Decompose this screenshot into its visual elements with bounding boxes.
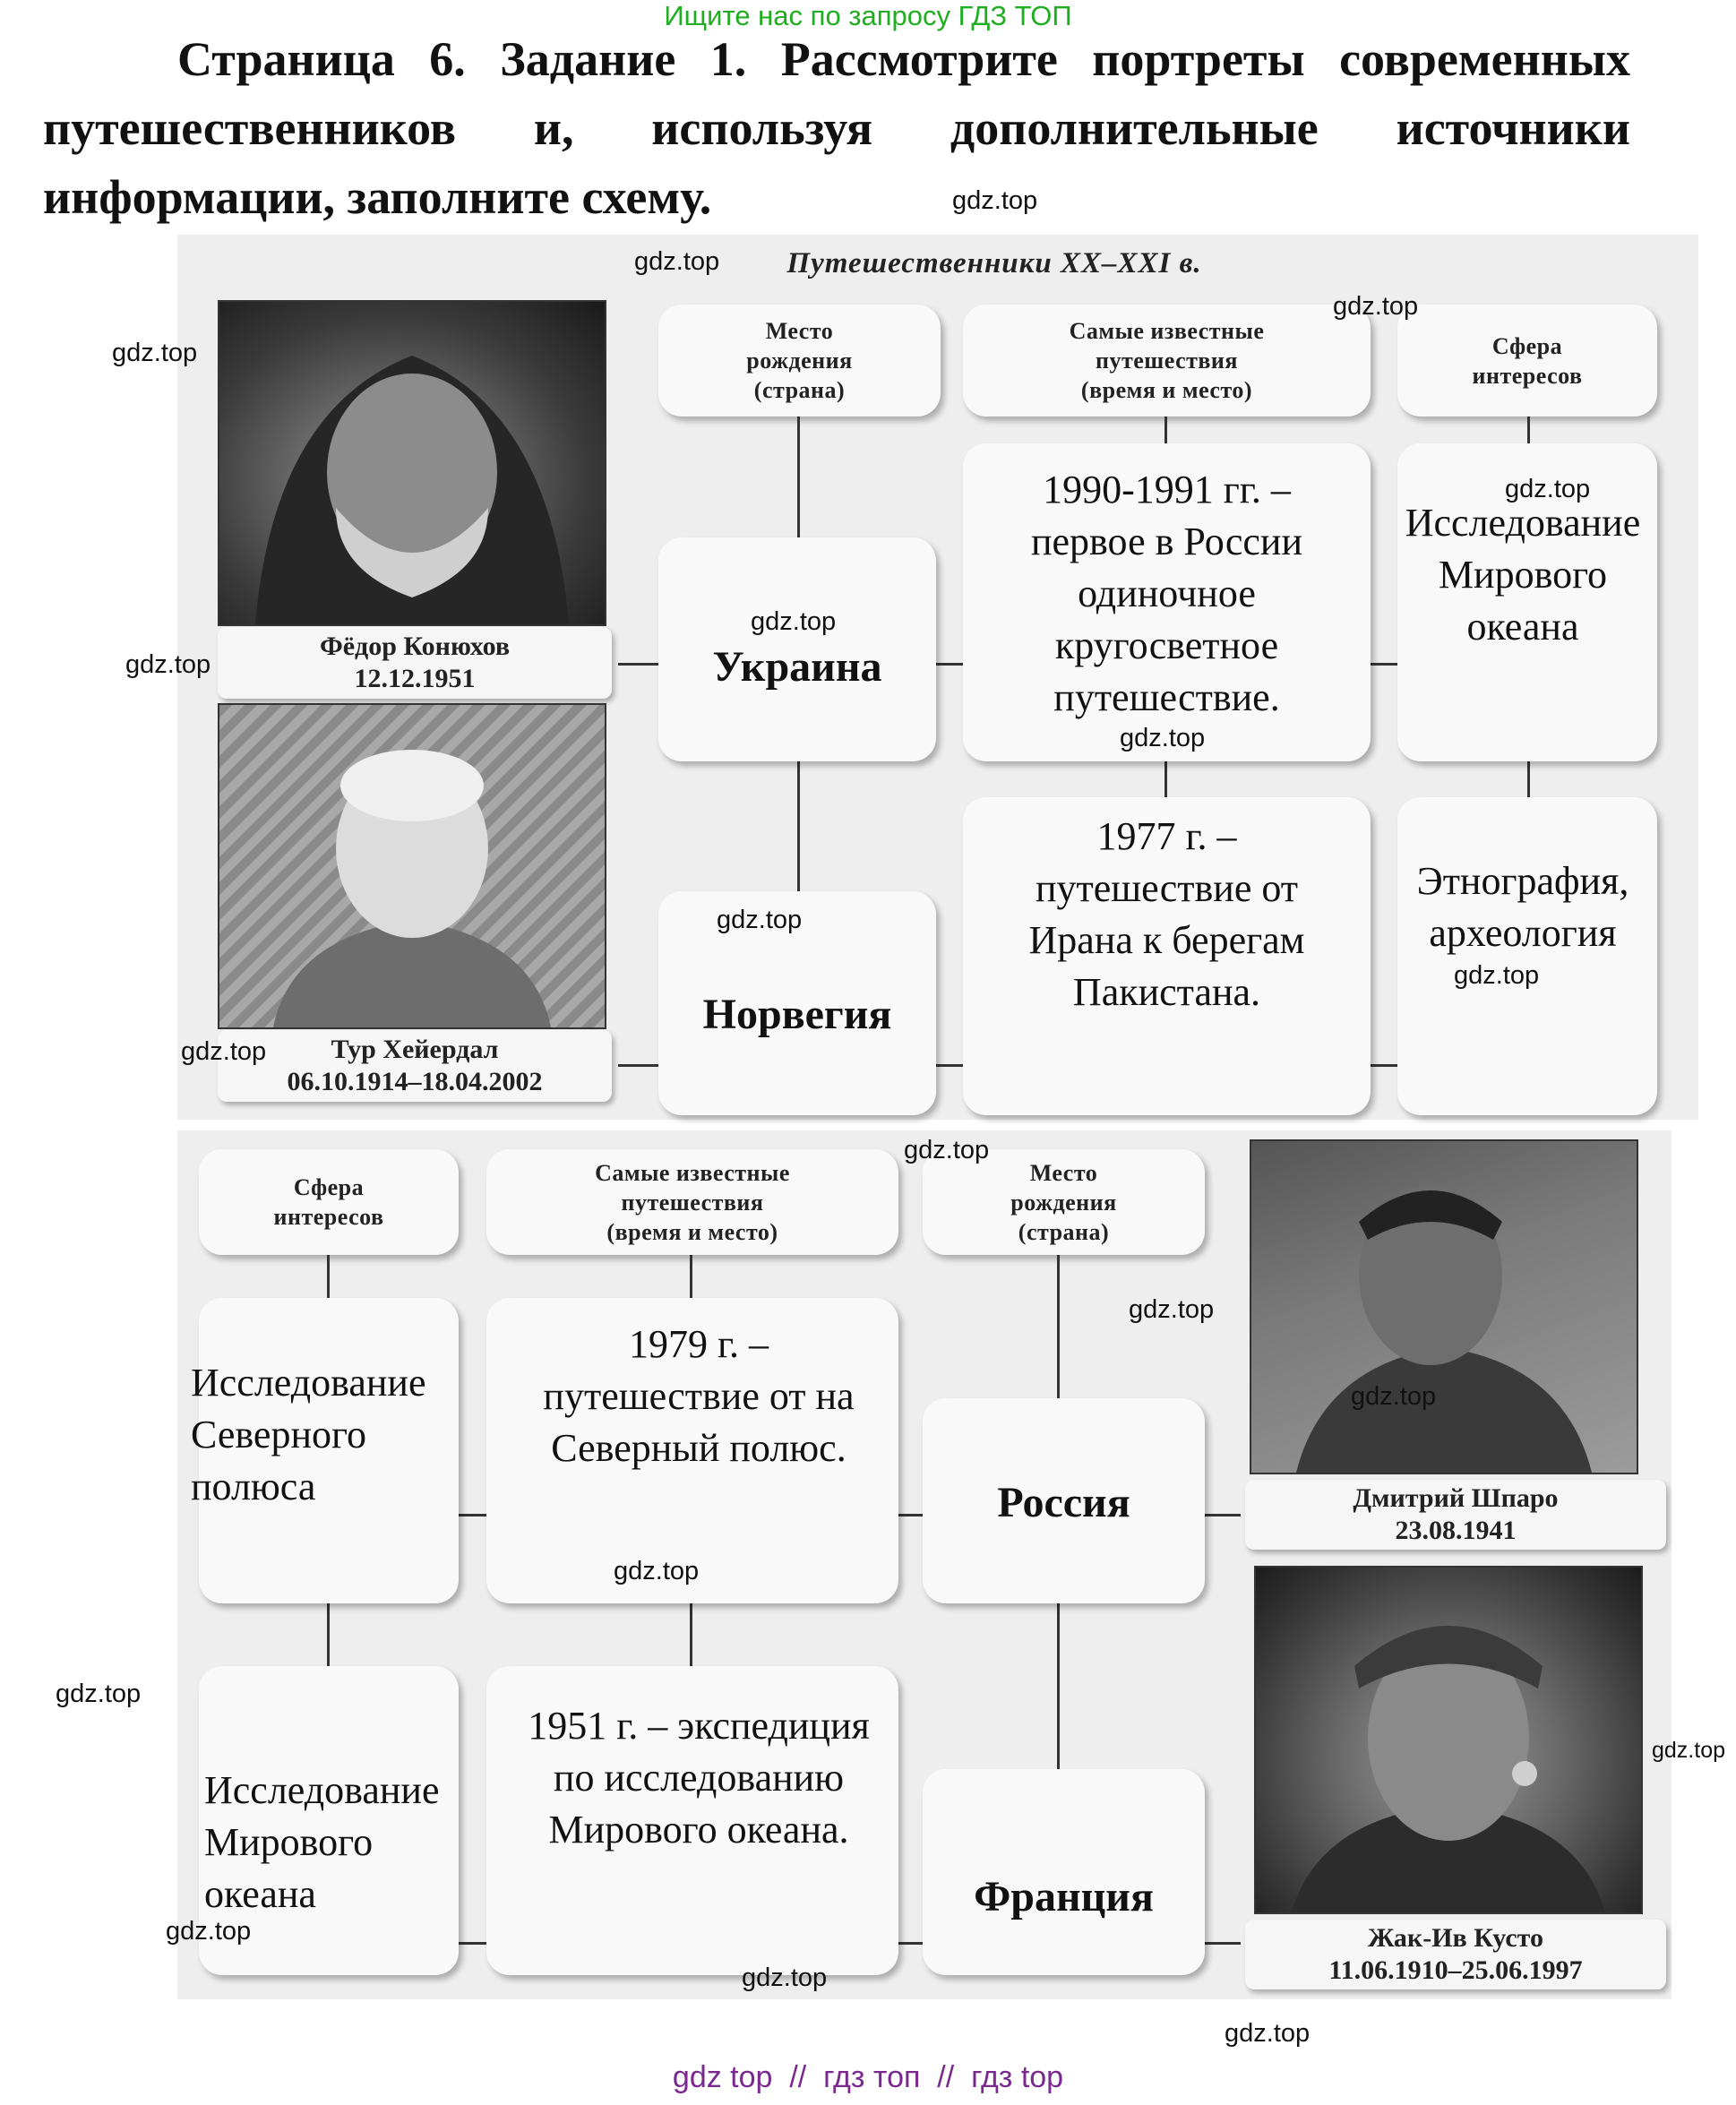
connector <box>1527 761 1530 797</box>
watermark: gdz.top <box>717 906 803 934</box>
watermark: gdz.top <box>904 1136 990 1164</box>
watermark: gdz.top <box>1120 724 1206 752</box>
traveler-dates: 11.06.1910–25.06.1997 <box>1328 1955 1583 1985</box>
trip-answer: 1979 г. – путешествие от на Северный полюс. <box>543 1322 855 1470</box>
portrait-heyerdahl <box>218 703 606 1029</box>
watermark: gdz.top <box>1225 2019 1311 2048</box>
traveler-dates: 12.12.1951 <box>354 664 476 693</box>
watermark: gdz.top <box>112 339 198 367</box>
trip-answer: 1990-1991 гг. – первое в России одиночное кругосветное путешествие. <box>1030 468 1302 719</box>
watermark: gdz.top <box>1129 1295 1215 1324</box>
watermark: gdz.top <box>125 650 211 679</box>
header-birthplace-bottom: Место рождения (страна) <box>923 1149 1205 1255</box>
connector <box>936 1064 963 1067</box>
connector <box>797 761 800 891</box>
watermark: gdz.top <box>614 1557 700 1585</box>
person-silhouette-icon <box>219 705 605 1027</box>
header-interests-top: Сфера интересов <box>1397 305 1657 417</box>
scheme-title: Путешественники XX–XXI в. <box>786 247 1202 279</box>
header-interests-bottom: Сфера интересов <box>199 1149 459 1255</box>
interest-answer: Исследование Мирового океана <box>204 1768 440 1916</box>
caption-heyerdahl <box>218 1030 612 1102</box>
connector <box>618 663 658 666</box>
watermark: gdz.top <box>166 1917 252 1946</box>
country-answer: Украина <box>712 643 882 691</box>
trip-answer: 1951 г. – экспедиция по исследованию Мирового океана. <box>528 1704 870 1852</box>
trip-answer: 1977 г. – путешествие от Ирана к берегам Пакистана. <box>1028 814 1305 1014</box>
watermark: gdz.top <box>1351 1382 1437 1411</box>
portrait-konyukhov <box>218 300 606 626</box>
connector <box>1205 1942 1241 1945</box>
traveler-name: Жак-Ив Кусто <box>1368 1923 1543 1953</box>
traveler-name: Тур Хейердал <box>331 1035 499 1064</box>
header-birthplace-top: Место рождения (страна) <box>658 305 941 417</box>
connector <box>1371 1064 1397 1067</box>
connector <box>1057 1255 1060 1398</box>
footer-links[interactable]: gdz top // гдз топ // гдз top <box>672 2060 1064 2094</box>
connector <box>618 1064 658 1067</box>
country-answer: Норвегия <box>702 991 892 1038</box>
connector <box>459 1514 486 1516</box>
watermark: gdz.top <box>1505 475 1591 503</box>
connector <box>327 1255 330 1298</box>
traveler-name: Дмитрий Шпаро <box>1353 1483 1559 1513</box>
watermark: gdz.top <box>56 1680 142 1708</box>
connector <box>898 1514 923 1516</box>
connector <box>1371 663 1397 666</box>
country-answer: Франция <box>974 1873 1154 1920</box>
watermark: gdz.top <box>181 1037 267 1066</box>
interest-answer: Исследование Северного полюса <box>191 1361 426 1508</box>
caption-cousteau <box>1245 1920 1666 1989</box>
watermark: gdz.top <box>751 607 837 636</box>
connector <box>797 417 800 537</box>
caption-konyukhov <box>218 627 612 699</box>
connector <box>690 1603 692 1666</box>
watermark: gdz.top <box>634 247 720 276</box>
connector <box>1164 417 1167 443</box>
traveler-dates: 23.08.1941 <box>1395 1516 1517 1545</box>
traveler-name: Фёдор Конюхов <box>319 632 511 661</box>
watermark: gdz.top <box>742 1963 828 1992</box>
header-trips-bottom: Самые известные путешествия (время и место) <box>486 1149 898 1255</box>
person-silhouette-icon <box>219 302 605 624</box>
watermark: gdz.top <box>1652 1738 1726 1763</box>
person-silhouette-icon <box>1251 1141 1637 1473</box>
portrait-cousteau <box>1254 1566 1643 1914</box>
watermark: gdz.top <box>952 186 1038 215</box>
connector <box>936 663 963 666</box>
traveler-dates: 06.10.1914–18.04.2002 <box>287 1067 543 1096</box>
top-note: Ищите нас по запросу ГДЗ ТОП <box>664 0 1072 31</box>
connector <box>327 1603 330 1666</box>
connector <box>1057 1603 1060 1769</box>
connector <box>1527 417 1530 443</box>
connector <box>690 1255 692 1298</box>
connector <box>459 1942 486 1945</box>
watermark: gdz.top <box>1333 292 1419 321</box>
connector <box>1205 1514 1241 1516</box>
connector <box>898 1942 923 1945</box>
connector <box>1164 761 1167 797</box>
header-trips-top: Самые известные путешествия (время и место) <box>963 305 1371 417</box>
interest-answer: Этнография, археология <box>1416 859 1629 955</box>
task-heading: Страница 6. Задание 1. Рассмотрите портреты современных путешественников и, используя дополнительные источники информации, заполните схему. <box>43 32 1630 224</box>
country-answer: Россия <box>997 1479 1130 1526</box>
portrait-shparo <box>1250 1139 1638 1474</box>
person-silhouette-icon <box>1256 1568 1641 1912</box>
interest-answer: Исследование Мирового океана <box>1405 501 1641 649</box>
watermark: gdz.top <box>1454 961 1540 990</box>
caption-shparo <box>1245 1480 1666 1550</box>
